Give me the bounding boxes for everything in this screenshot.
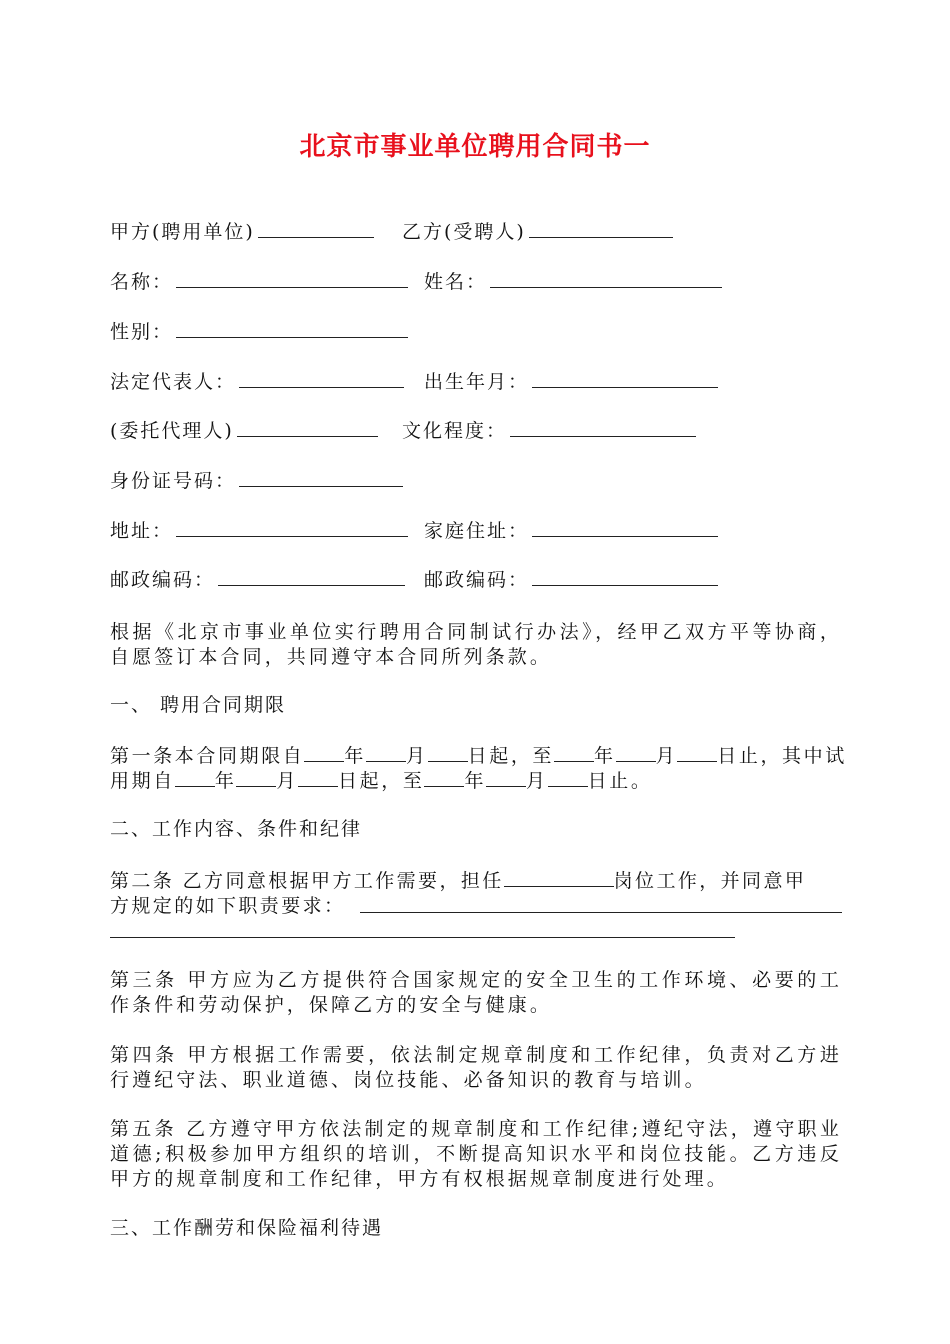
party-row-7 [110, 517, 408, 545]
postcode-b-label: 邮政编码： [424, 569, 530, 591]
art1-start-year-blank[interactable] [304, 760, 344, 762]
art1-day-from: 日起，至 [467, 745, 555, 767]
party-a-blank[interactable] [258, 236, 374, 238]
gender-label: 性别： [110, 321, 174, 343]
party-row-5 [110, 417, 378, 445]
art1-month-4: 月 [526, 770, 548, 792]
agent-label: (委托代理人) [110, 420, 234, 442]
art3-text: 第三条 甲方应为乙方提供符合国家规定的安全卫生的工作环境、必要的工作条件和劳动保护，保障乙方的安全与健康。 [110, 969, 842, 1016]
home-address-label: 家庭住址： [424, 520, 530, 542]
trial-end-year-blank[interactable] [424, 785, 464, 787]
party-row-5b [402, 417, 696, 445]
art2-text-2: 岗位工作，并同意甲 [613, 870, 807, 892]
article-5 [110, 1117, 842, 1192]
org-name-blank[interactable] [176, 286, 408, 288]
party-b-label: 乙方(受聘人) [402, 221, 526, 243]
art1-year-4: 年 [464, 770, 487, 792]
art1-start-month-blank[interactable] [366, 760, 406, 762]
art1-month-2: 月 [655, 745, 678, 767]
postcode-b-blank[interactable] [532, 584, 718, 586]
party-row-1b [402, 218, 673, 246]
birth-label: 出生年月： [424, 371, 530, 393]
party-row-8 [110, 566, 405, 594]
trial-start-day-blank[interactable] [298, 785, 338, 787]
art1-year-3: 年 [214, 770, 237, 792]
art1-day-from2: 日起，至 [338, 770, 425, 792]
legal-rep-label: 法定代表人： [110, 371, 237, 393]
education-label: 文化程度： [402, 420, 508, 442]
party-b-blank[interactable] [529, 236, 673, 238]
address-blank[interactable] [176, 535, 408, 537]
postcode-a-blank[interactable] [218, 584, 405, 586]
art1-text-2: 用期自 [110, 770, 175, 792]
section-2-heading: 二、工作内容、条件和纪律 [110, 818, 363, 840]
art1-year-2: 年 [594, 745, 616, 767]
education-blank[interactable] [510, 435, 696, 437]
id-number-blank[interactable] [239, 485, 403, 487]
id-number-label: 身份证号码： [110, 470, 237, 492]
trial-end-day-blank[interactable] [548, 785, 588, 787]
art2-text-3: 方规定的如下职责要求： [110, 895, 346, 917]
party-row-6 [110, 467, 403, 495]
section-3-heading: 三、工作酬劳和保险福利待遇 [110, 1217, 384, 1239]
article-3 [110, 968, 842, 1018]
address-label: 地址： [110, 520, 174, 542]
duties-blank-line-1[interactable] [360, 912, 842, 913]
document-title: 北京市事业单位聘用合同书一 [299, 132, 651, 162]
art5-text: 第五条 乙方遵守甲方依法制定的规章制度和工作纪律;遵纪守法，遵守职业道德;积极参加甲方组织的培训，不断提高知识水平和岗位技能。乙方违反甲方的规章制度和工作纪律，甲方有权根据规章制度进行处理。 [110, 1118, 842, 1190]
article-4 [110, 1043, 842, 1093]
art1-year-1: 年 [344, 745, 367, 767]
agent-blank[interactable] [237, 435, 378, 437]
art2-text-1: 第二条 乙方同意根据甲方工作需要，担任 [110, 870, 504, 892]
party-row-3 [110, 318, 408, 346]
trial-start-month-blank[interactable] [236, 785, 276, 787]
home-address-blank[interactable] [532, 535, 718, 537]
position-blank[interactable] [504, 885, 614, 887]
art1-day-end: 日止。 [587, 770, 653, 792]
intro-text: 根据《北京市事业单位实行聘用合同制试行办法》，经甲乙双方平等协商，自愿签订本合同，共同遵守本合同所列条款。 [110, 621, 842, 668]
art4-text: 第四条 甲方根据工作需要，依法制定规章制度和工作纪律，负责对乙方进行遵纪守法、职业道德、岗位技能、必备知识的教育与培训。 [110, 1044, 842, 1091]
article-1 [110, 744, 847, 794]
org-name-label: 名称： [110, 271, 174, 293]
gender-blank[interactable] [176, 336, 408, 338]
art1-month-3: 月 [276, 770, 299, 792]
person-name-label: 姓名： [424, 271, 488, 293]
duties-blank-line-2[interactable] [110, 937, 735, 938]
party-row-4 [110, 368, 404, 396]
art1-end-month-blank[interactable] [616, 760, 656, 762]
party-a-label: 甲方(聘用单位) [110, 221, 255, 243]
birth-blank[interactable] [532, 386, 718, 388]
art1-day-to: 日止，其中试 [717, 745, 847, 767]
legal-rep-blank[interactable] [239, 386, 404, 388]
person-name-blank[interactable] [490, 286, 722, 288]
trial-end-month-blank[interactable] [486, 785, 526, 787]
art1-end-year-blank[interactable] [554, 760, 594, 762]
party-row-7b [424, 517, 718, 545]
art1-start-day-blank[interactable] [428, 760, 468, 762]
trial-start-year-blank[interactable] [175, 785, 215, 787]
art1-end-day-blank[interactable] [677, 760, 717, 762]
intro-paragraph [110, 620, 842, 670]
party-row-8b [424, 566, 718, 594]
party-row-1 [110, 218, 374, 246]
party-row-2b [424, 268, 722, 296]
section-1-heading: 一、 聘用合同期限 [110, 694, 287, 716]
art1-text-1: 第一条本合同期限自 [110, 745, 305, 767]
party-row-4b [424, 368, 718, 396]
postcode-a-label: 邮政编码： [110, 569, 216, 591]
art1-month-1: 月 [406, 745, 428, 767]
party-row-2 [110, 268, 408, 296]
